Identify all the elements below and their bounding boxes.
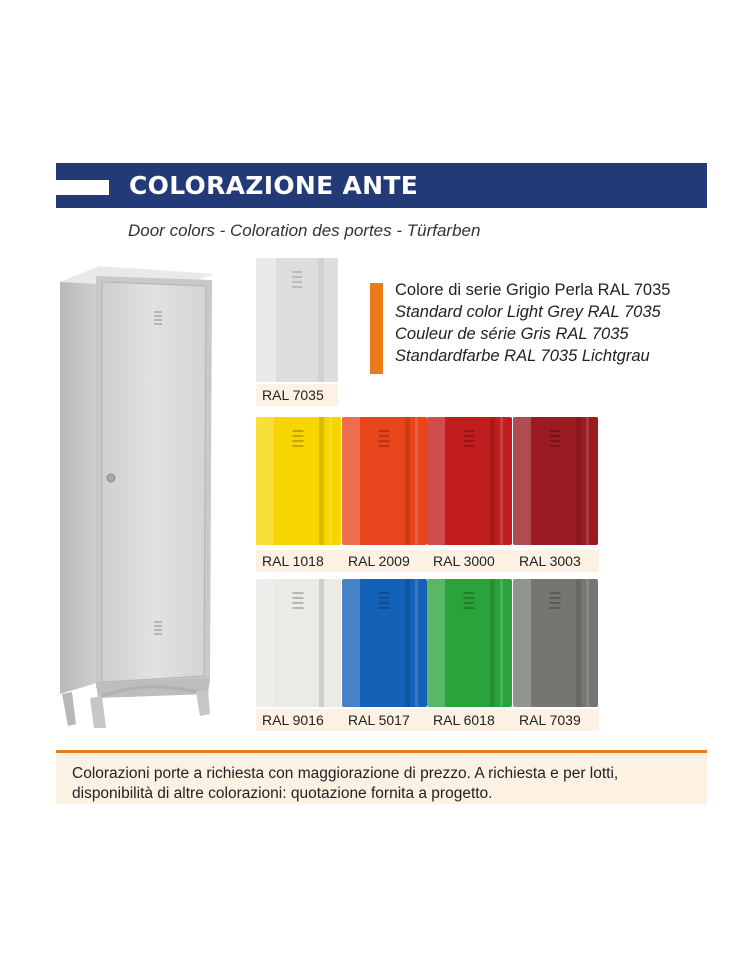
- footnote-line-2: disponibilità di altre colorazioni: quotazione fornita a progetto.: [72, 785, 493, 802]
- swatch-label-ral-9016: RAL 9016: [256, 709, 342, 731]
- swatch-label-ral-2009: RAL 2009: [342, 550, 427, 572]
- footnote-line-1: Colorazioni porte a richiesta con maggiorazione di prezzo. A richiesta e per lotti,: [72, 765, 619, 782]
- swatch-ral-3003: [513, 417, 598, 545]
- swatch-ral-9016: [256, 579, 341, 707]
- standard-color-en: Standard color Light Grey RAL 7035: [395, 303, 661, 321]
- banner-accent-bar: [56, 180, 109, 195]
- swatch-ral-6018: [427, 579, 512, 707]
- standard-color-accent: [370, 283, 383, 374]
- standard-color-description: [395, 279, 670, 367]
- footnote: [56, 753, 707, 804]
- swatch-label-ral-7035: RAL 7035: [256, 384, 338, 406]
- swatch-label-ral-5017: RAL 5017: [342, 709, 427, 731]
- swatch-label-ral-3003: RAL 3003: [513, 550, 599, 572]
- swatch-ral-7039: [513, 579, 598, 707]
- swatch-ral-2009: [342, 417, 427, 545]
- swatch-label-ral-3000: RAL 3000: [427, 550, 513, 572]
- standard-color-it: Colore di serie Grigio Perla RAL 7035: [395, 281, 671, 299]
- swatch-label-ral-1018: RAL 1018: [256, 550, 342, 572]
- page-title: COLORAZIONE ANTE: [129, 171, 419, 200]
- swatch-ral-7035: [256, 258, 338, 382]
- swatch-ral-3000: [427, 417, 512, 545]
- title-banner: [56, 163, 707, 208]
- standard-color-fr: Couleur de série Gris RAL 7035: [395, 325, 629, 343]
- swatch-label-ral-7039: RAL 7039: [513, 709, 599, 731]
- page-subtitle: Door colors - Coloration des portes - Türfarben: [128, 221, 481, 240]
- swatch-ral-1018: [256, 417, 341, 545]
- standard-color-de: Standardfarbe RAL 7035 Lichtgrau: [395, 347, 650, 365]
- swatch-ral-5017: [342, 579, 427, 707]
- swatch-label-ral-6018: RAL 6018: [427, 709, 513, 731]
- locker-image: [56, 262, 216, 728]
